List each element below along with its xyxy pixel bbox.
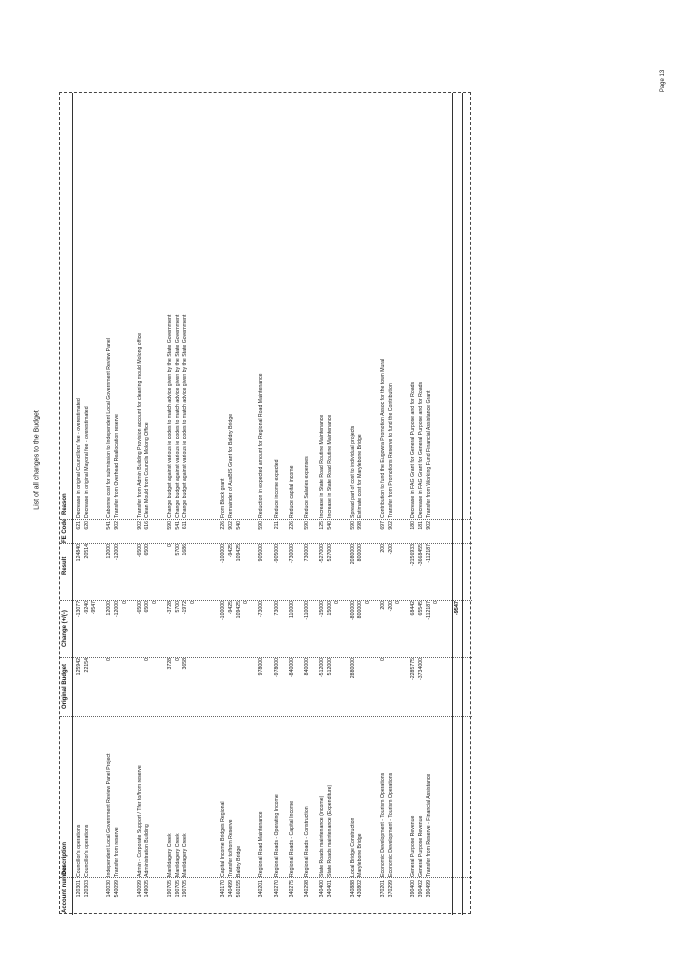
cell-change: 0 xyxy=(395,601,402,604)
cell-result: -9425 xyxy=(228,544,234,558)
cell-reason: Decrease in FAG Grant for General Purpose and for Roads xyxy=(418,381,424,518)
cell-result: -200 xyxy=(387,544,394,555)
header-change: Change (+/(-) xyxy=(62,610,68,647)
table-row xyxy=(350,93,357,915)
cell-description: Economic Development - Tourism Operations xyxy=(380,772,386,877)
cell-change: 0 xyxy=(433,601,440,604)
cell-original-budget: -512000 xyxy=(319,658,326,678)
cell-account: 149005 xyxy=(144,880,151,898)
cell-result: -112187 xyxy=(425,544,432,563)
cell-description: State Roads maintenance (income) xyxy=(319,795,326,877)
total-change: -9547 xyxy=(454,601,460,616)
cell-reason: Decrease in FAG Grant for General Purpose and for Roads xyxy=(410,381,417,518)
cell-account: 340201 xyxy=(258,880,265,898)
cell-change: -100000 xyxy=(220,601,227,621)
cell-result: -6500 xyxy=(136,544,143,558)
cell-change: 0 xyxy=(364,601,371,604)
cell-reason: Cabonne cost for submission to Independent Local Government Review Panel xyxy=(106,338,113,518)
cell-description: Manildagery Creek xyxy=(167,833,174,877)
cell-reason: Decrease in original Mayoral fee - overestimated xyxy=(83,406,90,518)
cell-account: 120303 xyxy=(83,880,90,898)
cell-change: 0 xyxy=(334,601,341,604)
cell-original-budget: 0 xyxy=(106,658,113,661)
table-row xyxy=(327,93,334,915)
cell-result: 905000 xyxy=(258,544,265,562)
cell-fe-code: 590 xyxy=(167,521,174,530)
cell-fe-code: 125 xyxy=(319,521,326,530)
cell-result: -905000 xyxy=(273,544,280,564)
table-row xyxy=(198,93,205,915)
cell-reason: Transfer from Working Fund Financial Assistance Grant xyxy=(425,390,432,518)
table-row xyxy=(205,93,212,915)
cell-change: 0 xyxy=(152,601,158,604)
cell-reason: Decrease in original Councillors' fee - overestimated xyxy=(76,398,82,518)
cell-fe-code: 902 xyxy=(114,521,120,530)
table-row xyxy=(342,93,349,915)
header-description: Description xyxy=(62,841,68,875)
cell-account: 370299 xyxy=(387,880,394,898)
cell-description: General Purpose Revenue xyxy=(410,815,417,877)
cell-result: 124840 xyxy=(76,544,82,562)
cell-change: -110000 xyxy=(304,601,310,620)
cell-original-budget: 125942 xyxy=(76,658,82,676)
table-row xyxy=(129,93,136,915)
cell-description: Independent Local Government Review Panel Project xyxy=(106,753,113,877)
table-row xyxy=(410,93,417,915)
cell-account: 340270 xyxy=(273,880,280,898)
cell-original-budget: -3734000 xyxy=(418,658,424,680)
cell-change: 200 xyxy=(380,601,386,610)
cell-description: Economic Development - Tourism Operations xyxy=(387,772,394,877)
cell-fe-code: 226 xyxy=(220,521,227,530)
cell-description: Councillor's operations xyxy=(83,824,90,877)
cell-account: 120301 xyxy=(76,880,82,898)
cell-fe-code: 616 xyxy=(144,521,151,530)
cell-account: 340400 xyxy=(319,880,326,898)
cell-original-budget: 0 xyxy=(174,658,181,661)
table-row xyxy=(228,93,235,915)
cell-description: Regional Road Maintenance xyxy=(258,811,265,877)
cell-fe-code: 902 xyxy=(136,521,143,530)
table-header-row xyxy=(60,93,73,915)
table-row xyxy=(281,93,288,915)
cell-reason: Transfer from Admin Building Provision account for cleaning mould Molong office xyxy=(136,332,143,518)
table-row xyxy=(114,93,121,915)
cell-fe-code: 621 xyxy=(76,521,82,530)
table-row xyxy=(289,93,296,915)
cell-result: 1686 xyxy=(182,544,189,556)
cell-fe-code: 211 xyxy=(273,521,280,530)
cell-description: Manildagery Creek xyxy=(182,833,189,877)
table-row xyxy=(319,93,326,915)
cell-description: Baldry Bridge xyxy=(235,845,242,877)
table-row xyxy=(372,93,379,915)
cell-change: -73000 xyxy=(258,601,265,618)
table-row xyxy=(274,93,281,915)
cell-change: 15000 xyxy=(326,601,333,616)
cell-original-budget: 2880000 xyxy=(349,658,356,679)
cell-change: -800000 xyxy=(349,601,356,621)
cell-description: Capital Income Bridges Regional xyxy=(220,801,227,877)
page-number xyxy=(655,56,671,106)
table-row xyxy=(99,93,106,915)
cell-account: 140099 xyxy=(136,880,143,898)
cell-result: 20514 xyxy=(83,544,90,559)
cell-fe-code: 226 xyxy=(288,521,295,530)
cell-change: -3728 xyxy=(167,601,174,615)
table-row xyxy=(243,93,250,915)
table-row xyxy=(380,93,387,915)
cell-change: 12000 xyxy=(106,601,113,616)
cell-result: 200 xyxy=(380,544,386,553)
cell-description: Local Bridge Construction xyxy=(349,817,356,877)
cell-change: -1972 xyxy=(182,601,189,615)
cell-reason: Change budget against various ie codes to match advice given by the State Government xyxy=(167,314,174,518)
cell-fe-code: 540 xyxy=(326,521,333,530)
cell-reason: Transfer from Promotions Reserve to fund the Contribution xyxy=(387,383,394,518)
cell-fe-code: 541 xyxy=(174,521,181,530)
cell-result: 2080000 xyxy=(349,544,356,565)
cell-fe-code: 590 xyxy=(304,521,310,530)
cell-original-budget: 0 xyxy=(144,658,151,661)
cell-fe-code: 902 xyxy=(425,521,432,530)
cell-description: Regional Roads - Construction xyxy=(304,806,310,877)
cell-description: Transfer to/from Reserve xyxy=(228,819,234,877)
cell-account: 560155 xyxy=(235,880,242,898)
cell-change: 0 xyxy=(243,601,250,604)
cell-change: 110000 xyxy=(288,601,295,618)
cell-fe-code: 611 xyxy=(182,521,189,530)
cell-change: 0 xyxy=(121,601,128,604)
cell-change: -200 xyxy=(387,601,394,612)
cell-account: 340170 xyxy=(220,880,227,898)
cell-account: 190705 xyxy=(167,880,174,898)
cell-fe-code: 541 xyxy=(106,521,113,530)
cell-account: 540099 xyxy=(114,880,120,898)
cell-reason: Contribution to fund the Eugowra Promotion Assoc for the town Mural xyxy=(380,358,386,518)
cell-account: 340888 xyxy=(349,880,356,898)
cell-account: 390499 xyxy=(425,880,432,898)
cell-reason: Reduce income expected xyxy=(273,459,280,518)
table-row xyxy=(106,93,113,915)
cell-change: 109425 xyxy=(235,601,242,619)
cell-change: -12000 xyxy=(114,601,120,618)
cell-change: -9240 xyxy=(83,601,90,615)
cell-fe-code: 590 xyxy=(349,521,356,530)
cell-change: 73000 xyxy=(273,601,280,616)
cell-description: Regional Roads - Operating Income xyxy=(273,794,280,877)
table-row xyxy=(426,93,433,915)
cell-change: -112187 xyxy=(425,601,432,620)
table-row xyxy=(251,93,258,915)
page-title-text: List of all changes to the Budget xyxy=(33,410,41,510)
table-row xyxy=(258,93,265,915)
cell-result: 730000 xyxy=(304,544,310,562)
cell-result: 6500 xyxy=(144,544,151,556)
cell-original-budget: -840000 xyxy=(288,658,295,678)
table-row xyxy=(122,93,129,915)
cell-original-budget: 840000 xyxy=(304,658,310,676)
cell-account: 340499 xyxy=(228,880,234,898)
cell-reason: From Block grant xyxy=(220,478,227,518)
cell-result: 527000 xyxy=(326,544,333,562)
table-row xyxy=(395,93,402,915)
cell-original-budget: 512000 xyxy=(326,658,333,676)
table-row xyxy=(144,93,151,915)
cell-fe-code: 590 xyxy=(258,521,265,530)
cell-reason: Clean Mould from Councils Molong Office xyxy=(144,422,151,518)
cell-description: Transfer from Reserve - Financial Assistance xyxy=(425,773,432,877)
cell-change: -6500 xyxy=(136,601,143,615)
table-row xyxy=(137,93,144,915)
budget-changes-table xyxy=(59,92,471,914)
cell-fe-code: 180 xyxy=(410,521,417,530)
cell-reason: Estimate cost for Marylebone Bridge xyxy=(357,434,364,518)
table-row xyxy=(76,93,83,915)
cell-reason: Increase in State Road Routine Maintenance xyxy=(326,414,333,518)
table-row xyxy=(312,93,319,915)
cell-reason: Reduce capital income xyxy=(288,465,295,518)
cell-fe-code: 540 xyxy=(235,521,242,530)
table-row xyxy=(266,93,273,915)
cell-reason: Change budget against various ie codes to match advice given by the State Government xyxy=(174,314,181,518)
cell-fe-code: 620 xyxy=(83,521,90,530)
cell-change: 5700 xyxy=(174,601,181,613)
cell-fe-code: 697 xyxy=(380,521,386,530)
table-row xyxy=(160,93,167,915)
table-row xyxy=(296,93,303,915)
cell-reason: Change budget against various ie codes to match advice given by the State Government xyxy=(182,314,189,518)
table-row xyxy=(403,93,410,915)
cell-account: 370201 xyxy=(380,880,386,898)
cell-result: 109425 xyxy=(235,544,242,562)
cell-reason: Spread part of cost to individual projects xyxy=(349,425,356,518)
table-row xyxy=(91,93,98,915)
table-row xyxy=(167,93,174,915)
cell-description: Councillor's operations xyxy=(76,824,82,877)
cell-result: -3668455 xyxy=(418,544,424,566)
cell-result: 5700 xyxy=(174,544,181,556)
cell-description: Regional Roads - Capital Income xyxy=(288,800,295,877)
cell-account: 340298 xyxy=(304,880,310,898)
total-row xyxy=(452,93,463,915)
cell-reason: Remainder of AusBIS Grant for Baldry Bridge xyxy=(228,413,234,518)
table-row xyxy=(304,93,311,915)
table-row xyxy=(182,93,189,915)
cell-original-budget: -978000 xyxy=(273,658,280,678)
table-row xyxy=(433,93,440,915)
cell-description: Admin - Corporate Support / Tfer to/from reserve xyxy=(136,765,143,877)
cell-change: 65545 xyxy=(418,601,424,616)
table-row xyxy=(365,93,372,915)
cell-change: 800000 xyxy=(357,601,364,619)
cell-account: 390400 xyxy=(410,880,417,898)
cell-result: 800000 xyxy=(357,544,364,562)
cell-description: State Roads maintenance (Expenditure) xyxy=(326,784,333,877)
table-rotated-content xyxy=(60,93,472,915)
table-row xyxy=(418,93,425,915)
table-row xyxy=(220,93,227,915)
cell-reason: Transfer from Overhead Reallocation reserve xyxy=(114,414,120,518)
cell-fe-code: 998 xyxy=(357,521,364,530)
cell-original-budget: -2285775 xyxy=(410,658,417,680)
header-original-budget: Original Budget xyxy=(62,664,68,709)
cell-result: -730000 xyxy=(288,544,295,564)
cell-original-budget: 978000 xyxy=(258,658,265,676)
cell-account: 140030 xyxy=(106,880,113,898)
cell-result: -12000 xyxy=(114,544,120,561)
cell-original-budget: 3658 xyxy=(182,658,189,670)
cell-account: 190705 xyxy=(174,880,181,898)
cell-result: -527000 xyxy=(319,544,326,564)
cell-reason: Increase in State Road Routine Maintenance xyxy=(319,414,326,518)
cell-account: 430802 xyxy=(357,880,364,898)
cell-description: Transfer from reserve xyxy=(114,827,120,877)
cell-fe-code: 181 xyxy=(418,521,424,530)
cell-result: 0 xyxy=(167,544,174,547)
table-row xyxy=(213,93,220,915)
table-row xyxy=(334,93,341,915)
table-row xyxy=(236,93,243,915)
cell-result: -2156933 xyxy=(410,544,417,566)
cell-original-budget: 3728 xyxy=(167,658,174,670)
cell-reason: Reduce Salaries expenses xyxy=(304,456,310,518)
page-title xyxy=(30,360,44,560)
cell-change: -1307? xyxy=(76,601,82,618)
cell-account: 340275 xyxy=(288,880,295,898)
header-account: Account number xyxy=(62,865,68,913)
cell-fe-code: 902 xyxy=(387,521,394,530)
cell-change: 6500 xyxy=(144,601,151,613)
table-row xyxy=(388,93,395,915)
cell-original-budget: 0 xyxy=(380,658,386,661)
cell-change: -9547 xyxy=(91,601,98,615)
table-row xyxy=(190,93,197,915)
cell-change: -9425 xyxy=(228,601,234,615)
cell-reason: Reduction in expected amount for Regional Road Maintenance xyxy=(258,373,265,518)
cell-description: Marylebone Bridge xyxy=(357,833,364,877)
cell-description: General Purpose Revenue xyxy=(418,815,424,877)
header-reason: Reason xyxy=(62,493,68,515)
cell-account: 390402 xyxy=(418,880,424,898)
page-number-text: Page 13 xyxy=(660,69,666,93)
cell-description: Manildagery Creek xyxy=(174,833,181,877)
cell-result: -100000 xyxy=(220,544,227,564)
cell-change: -15000 xyxy=(319,601,326,618)
cell-original-budget: 22154 xyxy=(83,658,90,673)
header-result: Result xyxy=(62,556,68,575)
cell-result: 12000 xyxy=(106,544,113,559)
cell-change: 68442 xyxy=(410,601,417,616)
table-row xyxy=(84,93,91,915)
cell-change: 0 xyxy=(190,601,196,604)
table-row xyxy=(357,93,364,915)
table-row xyxy=(152,93,159,915)
cell-account: 340401 xyxy=(326,880,333,898)
cell-description: Administration Building xyxy=(144,824,151,877)
table-row xyxy=(175,93,182,915)
header-fe-code: FE Code xyxy=(62,518,68,543)
cell-fe-code: 902 xyxy=(228,521,234,530)
cell-account: 190705 xyxy=(182,880,189,898)
